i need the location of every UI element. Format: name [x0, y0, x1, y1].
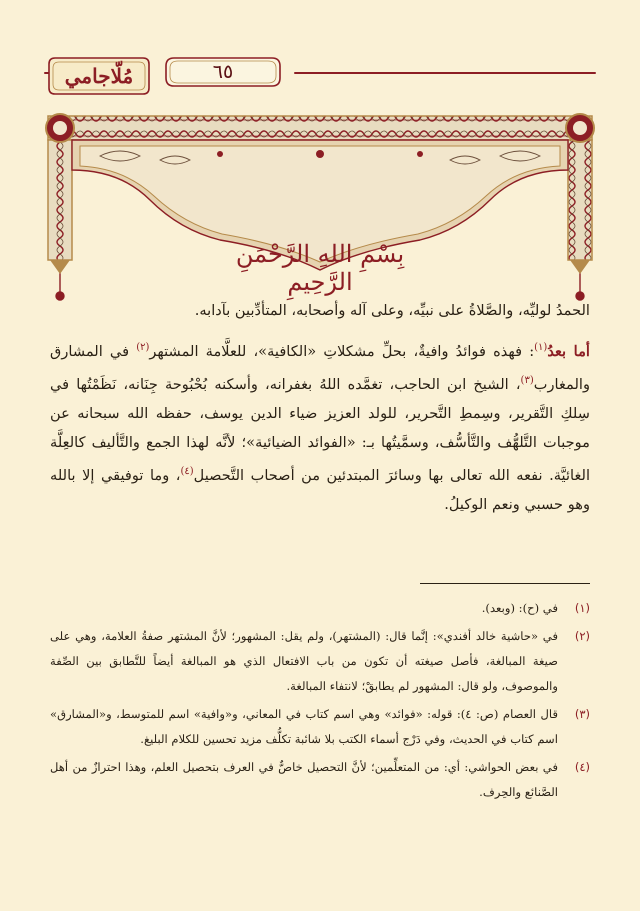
lead-phrase: أما بعدُ: [547, 342, 590, 360]
page-number-box: [164, 56, 282, 88]
footnote: [50, 596, 590, 621]
text-segment: في المشارق والمغارب: [50, 342, 590, 393]
footnote: [50, 755, 590, 805]
main-paragraph: [50, 333, 590, 519]
footnote: [50, 624, 590, 699]
text-segment: : فهذه فوائدُ وافيةٌ، بحلِّ مشكلاتِ «الكافية»، للعلَّامة المشتهر: [149, 342, 535, 360]
footnotes: [50, 596, 590, 808]
page-number: ٦٥: [212, 61, 234, 83]
svg-text:مُلّاجامي: مُلّاجامي: [64, 64, 134, 88]
text-segment: ، وما توفيقي إلا بالله وهو حسبي ونعم الوكيلُ.: [50, 466, 590, 513]
footnote: [50, 702, 590, 752]
page-header: [44, 52, 596, 104]
footnote-ref-3[interactable]: (٣): [520, 374, 534, 386]
footnote-ref-4[interactable]: (٤): [180, 465, 194, 477]
footnote-separator: [420, 583, 590, 584]
corner-medallion-left: [46, 114, 74, 142]
footnote-number: (٣): [574, 707, 590, 721]
footnote-text: قال العصام (ص: ٤): قوله: «فوائد» وهي اسم كتاب في المعاني، و«وافية» اسم للمتوسط، و«المشارق» اسم كتاب في الحديث، وفي دَرْج أسماء الكتب بلا شائبة تكلُّف مزيد تحسين للكلام البليغ.: [50, 707, 559, 746]
footnote-text: في (ح): (وبعد).: [481, 601, 558, 615]
footnote-text: في بعض الحواشي: أي: من المتعلِّمين؛ لأنَّ التحصيل خاصٌّ في العرف بتحصيل العلم، وهذا احترازٌ من أهل الصَّنائع والحِرف.: [50, 760, 558, 799]
basmala: بِسْمِ اللهِ الرَّحْمَنِ الرَّحِيمِ: [235, 240, 405, 296]
footnote-ref-1[interactable]: (١): [534, 342, 548, 353]
corner-medallion-right: [566, 114, 594, 142]
footnote-ref-2[interactable]: (٢): [136, 342, 150, 353]
series-logo: [47, 54, 151, 98]
footnote-text: في «حاشية خالد أفندي»: إنَّما قال: (المشتهر)، ولم يقل: المشهور؛ لأنَّ المشتهر صفةُ العلامة، وهي على صيغة المبالغة، فأصل صيغته أن تكون من باب الافتعال الذي هو المبالغة أيضاً للتَّطابق بين الصِّفة والموصوف، ولو قال: المشهور لم يطابقْ؛ لانتفاء المبالغة.: [50, 629, 558, 693]
header-rule-right: [294, 72, 596, 74]
footnote-number: (٢): [574, 629, 590, 643]
opening-paragraph: الحمدُ لوليِّه، والصَّلاةُ على نبيِّه، وعلى آله وأصحابه، المتأدِّبين بآدابه.: [194, 302, 590, 319]
text-segment: ، الشيخ ابن الحاجب، تغمَّده اللهُ بغفرانه، وأسكنه بُحْبُوحة جِنَانه، نَظَمْتُها في سِلكِ التَّقرير، وسِمطِ التَّحرير، للولد العزيز ضياء الدين يوسف، حفظه الله سبحانه عن موجبات التَّلهُّف والتَّأسُّف، وسمَّيتُها بـ: «الفوائد الضيائية»؛ لأنَّه لهذا الجمع والتَّأليف كالعِلَّة الغائيَّة. نفعه الله تعالى بها وسائرَ المبتدئين من أصحاب التَّحصيل: [50, 375, 590, 484]
footnote-number: (١): [574, 601, 590, 615]
footnote-number: (٤): [574, 760, 590, 774]
main-text: [50, 296, 590, 519]
